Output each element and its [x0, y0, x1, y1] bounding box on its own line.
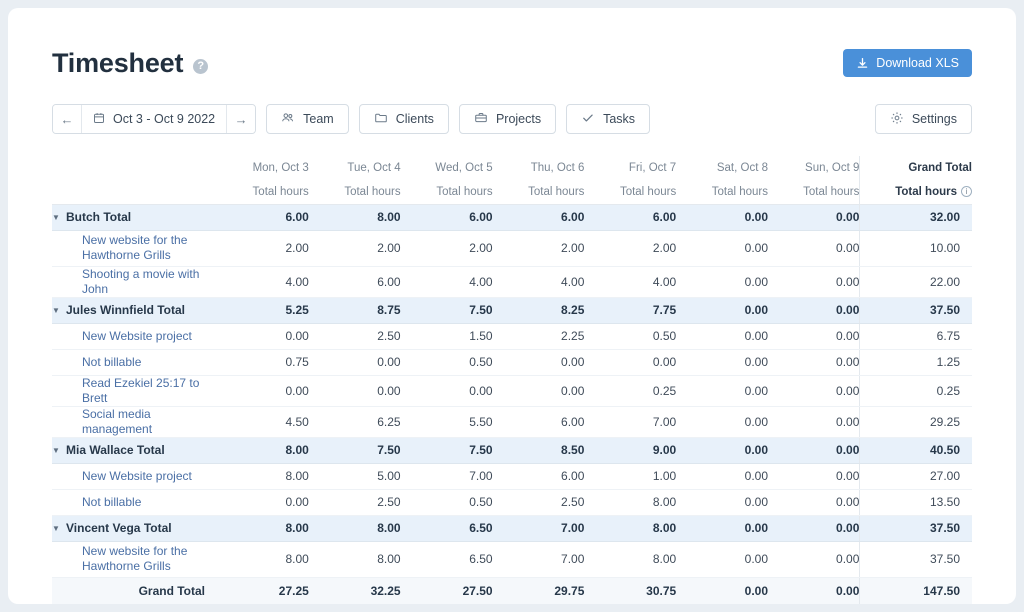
table-header: [52, 156, 972, 204]
row-cell: 0.00: [309, 375, 401, 406]
row-label[interactable]: [52, 437, 217, 463]
row-cell: 0.00: [493, 349, 585, 375]
row-cell: 0.00: [676, 323, 768, 349]
row-cell: 6.00: [217, 204, 309, 230]
row-total: 29.25: [860, 406, 972, 437]
row-cell: 0.75: [217, 349, 309, 375]
row-total: 10.00: [860, 230, 972, 266]
row-total: 32.00: [860, 204, 972, 230]
row-cell: 2.50: [493, 489, 585, 515]
row-cell: 8.00: [584, 541, 676, 577]
row-cell: 0.00: [768, 489, 860, 515]
row-cell: 7.00: [493, 515, 585, 541]
header-sub-5: Total hours: [676, 180, 768, 204]
row-cell: 0.00: [217, 375, 309, 406]
row-cell: 0.00: [768, 297, 860, 323]
row-cell: 7.50: [401, 297, 493, 323]
header-grand-total: Grand Total: [860, 156, 972, 180]
row-cell: 0.00: [676, 297, 768, 323]
filter-tasks-button[interactable]: [566, 104, 650, 134]
row-cell: 2.00: [309, 230, 401, 266]
row-cell: 9.00: [584, 437, 676, 463]
row-cell: 8.75: [309, 297, 401, 323]
row-cell: 0.00: [768, 406, 860, 437]
row-cell: 5.25: [217, 297, 309, 323]
briefcase-icon: [474, 111, 488, 128]
row-cell: 6.00: [493, 204, 585, 230]
row-cell: 4.00: [401, 266, 493, 297]
header-sub-4: Total hours: [584, 180, 676, 204]
header-day-2: Wed, Oct 5: [435, 162, 493, 174]
chevron-down-icon[interactable]: ▼: [52, 524, 60, 534]
table-row[interactable]: [52, 323, 972, 349]
row-cell: 6.00: [401, 204, 493, 230]
grand-total-cell: 0.00: [768, 577, 860, 604]
row-cell: 5.50: [401, 406, 493, 437]
header-day-5: Sat, Oct 8: [716, 162, 768, 174]
table-row[interactable]: [52, 349, 972, 375]
row-cell: 0.00: [676, 349, 768, 375]
row-cell: 4.00: [217, 266, 309, 297]
row-cell: 7.00: [584, 406, 676, 437]
row-cell: 8.00: [309, 541, 401, 577]
grand-total-cell: 27.25: [217, 577, 309, 604]
row-cell: 0.00: [768, 349, 860, 375]
row-cell: 6.50: [401, 541, 493, 577]
row-cell: 0.00: [584, 349, 676, 375]
row-label[interactable]: Shooting a movie with John: [52, 266, 217, 297]
timesheet-table: [52, 156, 972, 604]
row-total: 13.50: [860, 489, 972, 515]
row-cell: 0.00: [676, 406, 768, 437]
row-cell: 0.00: [217, 323, 309, 349]
row-total: 37.50: [860, 515, 972, 541]
row-cell: 8.00: [217, 541, 309, 577]
table-row[interactable]: [52, 437, 972, 463]
page-content: [8, 8, 1016, 604]
header-day-6: Sun, Oct 9: [805, 162, 860, 174]
row-cell: 8.00: [584, 489, 676, 515]
table-row[interactable]: [52, 375, 972, 406]
filter-team-button[interactable]: [266, 104, 349, 134]
row-total: 6.75: [860, 323, 972, 349]
chevron-down-icon[interactable]: ▼: [52, 446, 60, 456]
header-blank: [52, 156, 217, 180]
gear-icon: [890, 111, 904, 128]
table-row[interactable]: [52, 204, 972, 230]
header-sub-2: Total hours: [401, 180, 493, 204]
row-cell: 0.00: [768, 204, 860, 230]
row-cell: 6.00: [584, 204, 676, 230]
row-cell: 8.00: [217, 515, 309, 541]
row-label[interactable]: Not billable: [52, 489, 217, 515]
info-icon[interactable]: i: [961, 186, 972, 197]
row-cell: 1.50: [401, 323, 493, 349]
row-cell: 0.00: [768, 230, 860, 266]
table-row[interactable]: [52, 297, 972, 323]
row-cell: 6.25: [309, 406, 401, 437]
row-label[interactable]: New Website project: [52, 323, 217, 349]
row-cell: 0.00: [676, 375, 768, 406]
row-cell: 8.25: [493, 297, 585, 323]
row-label[interactable]: New website for the Hawthorne Grills: [52, 230, 217, 266]
table-row[interactable]: [52, 489, 972, 515]
table-header-subs: [52, 180, 972, 204]
date-range-display[interactable]: [81, 105, 227, 133]
row-label[interactable]: [52, 515, 217, 541]
page-title: Timesheet: [52, 47, 184, 78]
row-cell: 7.75: [584, 297, 676, 323]
table-grand-total-row: [52, 577, 972, 604]
row-cell: 0.00: [676, 437, 768, 463]
row-cell: 4.00: [584, 266, 676, 297]
row-label[interactable]: Read Ezekiel 25:17 to Brett: [52, 375, 217, 406]
download-xls-button[interactable]: [843, 49, 972, 77]
row-total: 1.25: [860, 349, 972, 375]
row-cell: 8.50: [493, 437, 585, 463]
row-cell: 0.50: [401, 349, 493, 375]
row-cell: 6.50: [401, 515, 493, 541]
row-cell: 0.00: [676, 266, 768, 297]
header-sub-0: Total hours: [217, 180, 309, 204]
grand-total-cell: 29.75: [493, 577, 585, 604]
row-total: 22.00: [860, 266, 972, 297]
date-range-picker[interactable]: [52, 104, 256, 134]
row-cell: 0.00: [676, 541, 768, 577]
row-cell: 0.00: [768, 266, 860, 297]
row-cell: 0.00: [676, 230, 768, 266]
row-cell: 7.00: [493, 541, 585, 577]
toolbar: [52, 104, 972, 134]
row-cell: 7.50: [309, 437, 401, 463]
team-icon: [281, 111, 295, 128]
row-cell: 0.25: [584, 375, 676, 406]
filter-tasks-label: Tasks: [603, 112, 636, 126]
filter-clients-label: Clients: [395, 112, 434, 126]
row-label[interactable]: New website for the Hawthorne Grills: [52, 541, 217, 577]
row-label-text: Vincent Vega Total: [66, 521, 172, 535]
download-icon: [856, 57, 869, 70]
row-cell: 0.00: [493, 375, 585, 406]
table-row[interactable]: [52, 515, 972, 541]
calendar-icon: [93, 112, 105, 127]
row-cell: 6.00: [309, 266, 401, 297]
row-total: 37.50: [860, 297, 972, 323]
table-row[interactable]: [52, 266, 972, 297]
header-sub-grand: [860, 180, 972, 204]
header-sub-grand-label: Total hours: [895, 185, 957, 198]
row-cell: 0.00: [217, 489, 309, 515]
header-sub-blank: [52, 180, 217, 204]
row-total: 40.50: [860, 437, 972, 463]
row-cell: 0.00: [768, 463, 860, 489]
header-sub-1: Total hours: [309, 180, 401, 204]
row-cell: 2.50: [309, 323, 401, 349]
download-xls-label: Download XLS: [876, 56, 959, 70]
row-cell: 2.00: [584, 230, 676, 266]
grand-total-cell: 32.25: [309, 577, 401, 604]
grand-total-sum: 147.50: [860, 577, 972, 604]
row-label[interactable]: Social media management: [52, 406, 217, 437]
chevron-down-icon[interactable]: ▼: [52, 213, 60, 223]
row-cell: 0.00: [768, 323, 860, 349]
row-cell: 6.00: [493, 463, 585, 489]
row-cell: 2.25: [493, 323, 585, 349]
table-row[interactable]: [52, 541, 972, 577]
row-cell: 5.00: [309, 463, 401, 489]
row-cell: 2.00: [493, 230, 585, 266]
grand-total-cell: 0.00: [676, 577, 768, 604]
date-range-label: Oct 3 - Oct 9 2022: [113, 112, 216, 126]
check-icon: [581, 111, 595, 128]
settings-label: Settings: [911, 112, 957, 126]
row-cell: 4.50: [217, 406, 309, 437]
row-label-text: Mia Wallace Total: [66, 443, 165, 457]
row-cell: 0.00: [401, 375, 493, 406]
row-cell: 8.00: [309, 204, 401, 230]
row-label[interactable]: New Website project: [52, 463, 217, 489]
row-cell: 0.00: [768, 375, 860, 406]
row-cell: 0.00: [768, 541, 860, 577]
next-week-button[interactable]: →: [227, 105, 255, 133]
row-label-text: Jules Winnfield Total: [66, 303, 186, 317]
row-cell: 0.00: [676, 489, 768, 515]
row-cell: 2.00: [401, 230, 493, 266]
chevron-down-icon[interactable]: ▼: [52, 306, 60, 316]
row-cell: 0.00: [309, 349, 401, 375]
row-cell: 8.00: [217, 463, 309, 489]
table-row[interactable]: [52, 230, 972, 266]
filter-clients-button[interactable]: [359, 104, 449, 134]
table-header-days: [52, 156, 972, 180]
grand-total-cell: 30.75: [584, 577, 676, 604]
row-cell: 0.00: [676, 204, 768, 230]
row-total: 37.50: [860, 541, 972, 577]
table-body: [52, 204, 972, 604]
header-day-3: Thu, Oct 6: [530, 162, 585, 174]
row-label[interactable]: [52, 297, 217, 323]
row-label-text: Butch Total: [66, 210, 132, 224]
grand-total-label: Grand Total: [52, 577, 217, 604]
row-total: 0.25: [860, 375, 972, 406]
row-cell: 8.00: [584, 515, 676, 541]
question-mark-icon[interactable]: ?: [193, 59, 208, 74]
row-total: 27.00: [860, 463, 972, 489]
header-day-4: Fri, Oct 7: [628, 162, 677, 174]
grand-total-cell: 27.50: [401, 577, 493, 604]
settings-button[interactable]: [875, 104, 972, 134]
filter-projects-button[interactable]: [459, 104, 556, 134]
row-cell: 8.00: [309, 515, 401, 541]
row-cell: 7.00: [401, 463, 493, 489]
row-label[interactable]: Not billable: [52, 349, 217, 375]
filter-projects-label: Projects: [495, 112, 542, 126]
row-cell: 0.00: [676, 515, 768, 541]
folder-icon: [374, 111, 388, 128]
row-cell: 2.50: [309, 489, 401, 515]
row-cell: 0.50: [401, 489, 493, 515]
row-cell: 0.50: [584, 323, 676, 349]
row-cell: 1.00: [584, 463, 676, 489]
row-cell: 7.50: [401, 437, 493, 463]
row-label[interactable]: [52, 204, 217, 230]
table-row[interactable]: [52, 463, 972, 489]
prev-week-button[interactable]: ←: [53, 105, 81, 133]
row-cell: 0.00: [768, 437, 860, 463]
row-cell: 0.00: [768, 515, 860, 541]
title-group: [52, 48, 208, 79]
filter-team-label: Team: [303, 112, 334, 126]
table-row[interactable]: [52, 406, 972, 437]
header-sub-3: Total hours: [493, 180, 585, 204]
row-cell: 4.00: [493, 266, 585, 297]
header-day-1: Tue, Oct 4: [347, 162, 401, 174]
row-cell: 0.00: [676, 463, 768, 489]
page-header: [52, 42, 972, 84]
header-day-0: Mon, Oct 3: [252, 162, 309, 174]
row-cell: 8.00: [217, 437, 309, 463]
app-window: [8, 8, 1016, 604]
header-sub-6: Total hours: [768, 180, 860, 204]
row-cell: 2.00: [217, 230, 309, 266]
row-cell: 6.00: [493, 406, 585, 437]
